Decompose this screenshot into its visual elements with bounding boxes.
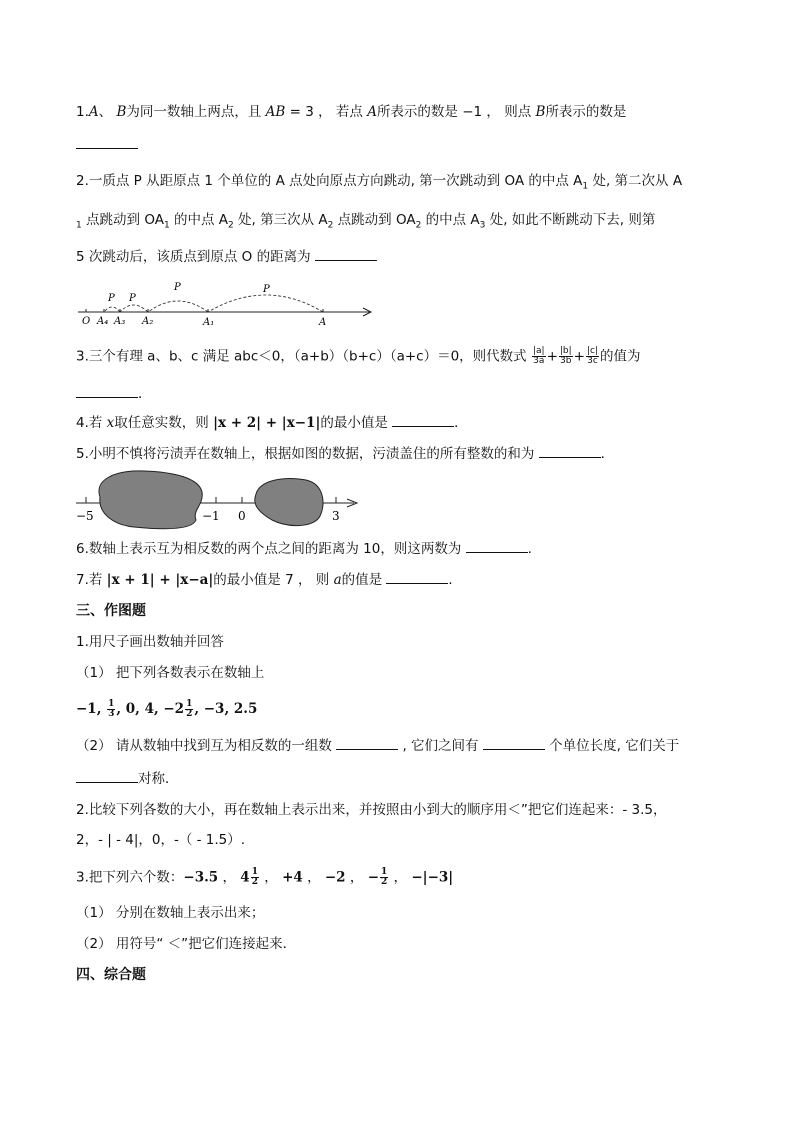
question-1-blank: [76, 136, 138, 154]
question-6: 6.数轴上表示互为相反数的两个点之间的距离为 10，则这两数为 .: [76, 541, 532, 557]
problem-1-title: 1.用尺子画出数轴并回答: [76, 634, 224, 650]
tick-label-0: 0: [238, 509, 246, 523]
stain-right: [255, 479, 323, 526]
jump-arc-3: [120, 305, 148, 312]
problem-2-line-1: 2.比较下列各数的大小，再在数轴上表示出来，并按照由小到大的顺序用＜”把它们连起来：- 3.5，: [76, 802, 667, 818]
stain-number-line-figure: [74, 470, 364, 532]
label-a3: A₃: [114, 316, 126, 327]
problem-2-line-2: 2，- | - 4|，0，-（ - 1.5）.: [76, 832, 246, 848]
jump-arc-4: [104, 307, 120, 312]
jump-arc-1: [208, 295, 323, 312]
question-2-line-1: 2.一质点 P 从距原点 1 个单位的 A 点处向原点方向跳动, 第一次跳动到 OA 的中点 $A_1$ 处, 第二次从 A: [76, 173, 683, 192]
question-7: 7.若 |x + 1| + |x−a|的最小值是 7 ， 则 a的值是 ．: [76, 572, 462, 588]
problem-1-sub-2-cont: 对称．: [76, 770, 179, 788]
jump-arc-2: [148, 301, 208, 312]
label-a2: A₂: [142, 316, 154, 327]
label-a1: A₁: [203, 317, 215, 328]
question-4: 4.若 x取任意实数，则 |x + 2| + |x−1|的最小值是 ．: [76, 415, 468, 431]
tick-label-neg5: −5: [76, 509, 94, 523]
label-p-2: P: [174, 282, 181, 293]
question-5: 5.小明不慎将污渍弄在数轴上，根据如图的数据，污渍盖住的所有整数的和为 ．: [76, 446, 615, 462]
question-1: 1.A、 B为同一数轴上两点，且 AB = 3 ， 若点 A所表示的数是 −1 ， 则点 B所表示的数是: [76, 104, 627, 120]
problem-3: 3.把下列六个数：−3.5 ， 4 $\frac{1}{2}$ ， +4 ， −2 ， − $\frac{1}{2}$ ， −|−3|: [76, 867, 454, 887]
stain-left: [99, 471, 202, 529]
problem-3-sub-1: （1） 分别在数轴上表示出来；: [76, 905, 265, 921]
question-2-line-3: 5 次跳动后，该质点到原点 O 的距离为: [76, 248, 377, 266]
tick-label-neg1: −1: [202, 509, 220, 523]
section-4-heading: 四、综合题: [76, 967, 146, 983]
problem-1-numbers: −1, $\frac{1}{3}$ , 0, 4, −2 $\frac{1}{2}$ , −3, 2.5: [76, 699, 258, 719]
problem-1-sub-1: （1） 把下列各数表示在数轴上: [76, 665, 265, 681]
label-a: A: [319, 317, 327, 328]
label-p-1: P: [263, 284, 270, 295]
jump-number-line-figure: [78, 278, 378, 333]
problem-1-sub-2: （2） 请从数轴中找到互为相反数的一组数 , 它们之间有 个单位长度, 它们关于: [76, 738, 680, 754]
section-3-heading: 三、作图题: [76, 603, 146, 619]
question-3-blank: ．: [76, 385, 152, 403]
label-o: O: [82, 316, 91, 327]
question-2-line-2: $_1$ 点跳动到 $OA_1$ 的中点 $A_2$ 处, 第三次从 $A_2$ 点跳动到 $OA_2$ 的中点 $A_3$ 处, 如此不断跳动下去, 则第: [76, 212, 656, 231]
label-p-3: P: [129, 293, 136, 304]
question-3: 3.三个有理 a、b、c 满足 abc＜0，（a+b）（b+c）（a+c）＝0，则代数式 $\frac{|a|}{3a}$ + $\frac{|b|}{3b}$ + $\frac{|c|}{3c}$ 的值为: [76, 346, 641, 366]
label-p-4: P: [108, 293, 115, 304]
problem-3-sub-2: （2） 用符号“ ＜”把它们连接起来．: [76, 936, 297, 952]
tick-label-3: 3: [332, 509, 340, 523]
label-a4: A₄: [97, 316, 109, 327]
